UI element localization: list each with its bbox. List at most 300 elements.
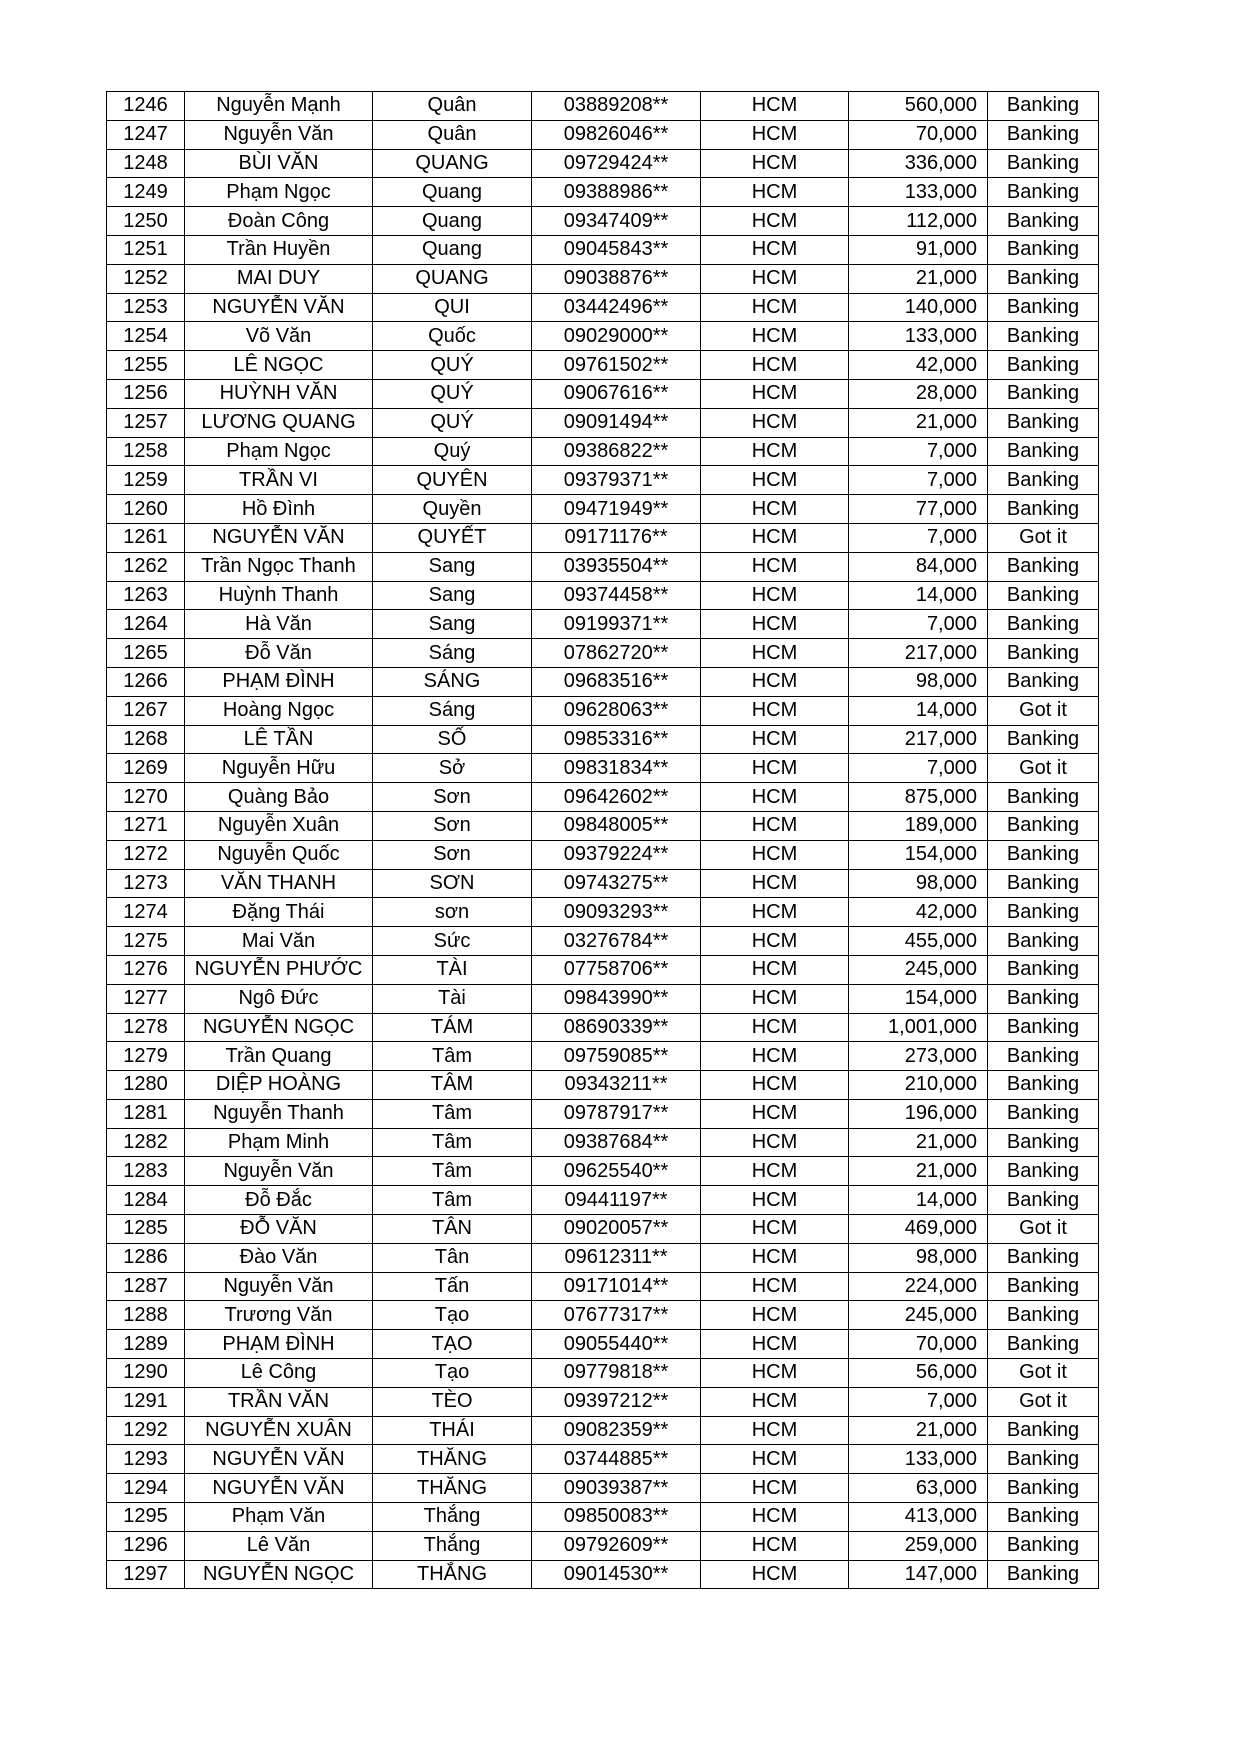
- cell-amount: 42,000: [849, 898, 988, 927]
- cell-phone-number: 09761502**: [532, 351, 701, 380]
- table-body: [107, 92, 1099, 1589]
- cell-payment-status: Banking: [988, 149, 1099, 178]
- cell-city: HCM: [701, 927, 849, 956]
- table-row: [107, 984, 1099, 1013]
- cell-first-name: Thắng: [373, 1531, 532, 1560]
- cell-city: HCM: [701, 1531, 849, 1560]
- table-row: [107, 92, 1099, 121]
- table-row: [107, 1560, 1099, 1589]
- cell-amount: 1,001,000: [849, 1013, 988, 1042]
- table-row: [107, 1503, 1099, 1532]
- cell-last-middle-name: Quàng Bảo: [185, 783, 373, 812]
- cell-city: HCM: [701, 235, 849, 264]
- cell-amount: 14,000: [849, 696, 988, 725]
- cell-city: HCM: [701, 783, 849, 812]
- cell-last-middle-name: Nguyễn Thanh: [185, 1099, 373, 1128]
- cell-city: HCM: [701, 1042, 849, 1071]
- cell-row-number: 1261: [107, 523, 185, 552]
- cell-city: HCM: [701, 178, 849, 207]
- cell-amount: 21,000: [849, 1128, 988, 1157]
- table-row: [107, 927, 1099, 956]
- cell-first-name: Tâm: [373, 1157, 532, 1186]
- table-row: [107, 1445, 1099, 1474]
- cell-first-name: Tân: [373, 1243, 532, 1272]
- table-row: [107, 754, 1099, 783]
- cell-first-name: Tạo: [373, 1301, 532, 1330]
- cell-phone-number: 09045843**: [532, 235, 701, 264]
- table-row: [107, 811, 1099, 840]
- cell-payment-status: Banking: [988, 1042, 1099, 1071]
- cell-phone-number: 09787917**: [532, 1099, 701, 1128]
- cell-phone-number: 09374458**: [532, 581, 701, 610]
- table-row: [107, 667, 1099, 696]
- cell-phone-number: 09082359**: [532, 1416, 701, 1445]
- cell-amount: 469,000: [849, 1215, 988, 1244]
- cell-city: HCM: [701, 1560, 849, 1589]
- cell-amount: 14,000: [849, 1186, 988, 1215]
- cell-row-number: 1281: [107, 1099, 185, 1128]
- cell-payment-status: Banking: [988, 1560, 1099, 1589]
- cell-row-number: 1274: [107, 898, 185, 927]
- table-row: [107, 955, 1099, 984]
- cell-row-number: 1251: [107, 235, 185, 264]
- cell-city: HCM: [701, 120, 849, 149]
- cell-first-name: Sơn: [373, 840, 532, 869]
- cell-payment-status: Banking: [988, 984, 1099, 1013]
- cell-city: HCM: [701, 1503, 849, 1532]
- cell-row-number: 1256: [107, 379, 185, 408]
- cell-city: HCM: [701, 466, 849, 495]
- cell-row-number: 1264: [107, 610, 185, 639]
- cell-phone-number: 09029000**: [532, 322, 701, 351]
- cell-row-number: 1265: [107, 639, 185, 668]
- cell-phone-number: 03276784**: [532, 927, 701, 956]
- cell-city: HCM: [701, 322, 849, 351]
- cell-first-name: QUI: [373, 293, 532, 322]
- cell-payment-status: Banking: [988, 1013, 1099, 1042]
- cell-last-middle-name: Đặng Thái: [185, 898, 373, 927]
- cell-amount: 560,000: [849, 92, 988, 121]
- table-row: [107, 437, 1099, 466]
- cell-payment-status: Banking: [988, 639, 1099, 668]
- table-row: [107, 783, 1099, 812]
- cell-last-middle-name: HUỲNH VĂN: [185, 379, 373, 408]
- cell-row-number: 1293: [107, 1445, 185, 1474]
- cell-amount: 56,000: [849, 1359, 988, 1388]
- cell-payment-status: Got it: [988, 523, 1099, 552]
- cell-amount: 28,000: [849, 379, 988, 408]
- cell-payment-status: Banking: [988, 1157, 1099, 1186]
- cell-phone-number: 09729424**: [532, 149, 701, 178]
- cell-first-name: Quân: [373, 92, 532, 121]
- cell-amount: 70,000: [849, 120, 988, 149]
- cell-row-number: 1288: [107, 1301, 185, 1330]
- cell-row-number: 1255: [107, 351, 185, 380]
- cell-payment-status: Banking: [988, 725, 1099, 754]
- cell-first-name: THÁI: [373, 1416, 532, 1445]
- cell-payment-status: Banking: [988, 840, 1099, 869]
- cell-payment-status: Banking: [988, 1445, 1099, 1474]
- cell-amount: 133,000: [849, 322, 988, 351]
- cell-city: HCM: [701, 1416, 849, 1445]
- table-row: [107, 1099, 1099, 1128]
- cell-payment-status: Banking: [988, 207, 1099, 236]
- table-row: [107, 322, 1099, 351]
- cell-phone-number: 09612311**: [532, 1243, 701, 1272]
- cell-payment-status: Banking: [988, 667, 1099, 696]
- cell-last-middle-name: Trương Văn: [185, 1301, 373, 1330]
- cell-last-middle-name: NGUYỄN NGỌC: [185, 1013, 373, 1042]
- cell-payment-status: Banking: [988, 293, 1099, 322]
- cell-phone-number: 03442496**: [532, 293, 701, 322]
- cell-first-name: TẠO: [373, 1330, 532, 1359]
- table-row: [107, 264, 1099, 293]
- cell-payment-status: Banking: [988, 811, 1099, 840]
- cell-city: HCM: [701, 293, 849, 322]
- cell-payment-status: Banking: [988, 495, 1099, 524]
- cell-payment-status: Banking: [988, 178, 1099, 207]
- cell-payment-status: Banking: [988, 408, 1099, 437]
- cell-row-number: 1248: [107, 149, 185, 178]
- cell-city: HCM: [701, 1099, 849, 1128]
- table-row: [107, 235, 1099, 264]
- cell-amount: 217,000: [849, 639, 988, 668]
- cell-row-number: 1246: [107, 92, 185, 121]
- cell-city: HCM: [701, 207, 849, 236]
- cell-last-middle-name: LƯƠNG QUANG: [185, 408, 373, 437]
- recipient-table: [106, 91, 1099, 1589]
- cell-amount: 84,000: [849, 552, 988, 581]
- cell-last-middle-name: Phạm Ngọc: [185, 437, 373, 466]
- cell-last-middle-name: NGUYỄN VĂN: [185, 1445, 373, 1474]
- cell-city: HCM: [701, 1128, 849, 1157]
- cell-phone-number: 09055440**: [532, 1330, 701, 1359]
- table-row: [107, 1387, 1099, 1416]
- cell-phone-number: 09779818**: [532, 1359, 701, 1388]
- cell-last-middle-name: Trần Ngọc Thanh: [185, 552, 373, 581]
- table-row: [107, 1531, 1099, 1560]
- cell-last-middle-name: TRẦN VI: [185, 466, 373, 495]
- cell-first-name: Sơn: [373, 811, 532, 840]
- cell-row-number: 1285: [107, 1215, 185, 1244]
- cell-city: HCM: [701, 955, 849, 984]
- cell-amount: 21,000: [849, 264, 988, 293]
- cell-city: HCM: [701, 1387, 849, 1416]
- cell-amount: 98,000: [849, 1243, 988, 1272]
- cell-amount: 217,000: [849, 725, 988, 754]
- cell-row-number: 1278: [107, 1013, 185, 1042]
- cell-last-middle-name: Đoàn Công: [185, 207, 373, 236]
- cell-phone-number: 09379371**: [532, 466, 701, 495]
- cell-first-name: QUÝ: [373, 351, 532, 380]
- cell-last-middle-name: Đỗ Văn: [185, 639, 373, 668]
- cell-city: HCM: [701, 1474, 849, 1503]
- table-row: [107, 1474, 1099, 1503]
- cell-last-middle-name: Nguyễn Xuân: [185, 811, 373, 840]
- cell-amount: 7,000: [849, 1387, 988, 1416]
- cell-first-name: Sang: [373, 610, 532, 639]
- table-row: [107, 351, 1099, 380]
- cell-phone-number: 09386822**: [532, 437, 701, 466]
- cell-first-name: QUANG: [373, 149, 532, 178]
- cell-last-middle-name: Hà Văn: [185, 610, 373, 639]
- cell-amount: 21,000: [849, 408, 988, 437]
- cell-last-middle-name: Trần Huyền: [185, 235, 373, 264]
- cell-last-middle-name: ĐỖ VĂN: [185, 1215, 373, 1244]
- cell-phone-number: 09343211**: [532, 1071, 701, 1100]
- cell-city: HCM: [701, 408, 849, 437]
- table-row: [107, 207, 1099, 236]
- cell-amount: 154,000: [849, 840, 988, 869]
- cell-last-middle-name: Hồ Đình: [185, 495, 373, 524]
- table-row: [107, 1359, 1099, 1388]
- table-row: [107, 379, 1099, 408]
- cell-phone-number: 09387684**: [532, 1128, 701, 1157]
- cell-phone-number: 09826046**: [532, 120, 701, 149]
- cell-city: HCM: [701, 1359, 849, 1388]
- cell-phone-number: 09379224**: [532, 840, 701, 869]
- cell-amount: 413,000: [849, 1503, 988, 1532]
- cell-first-name: Quyền: [373, 495, 532, 524]
- cell-first-name: QUÝ: [373, 408, 532, 437]
- cell-payment-status: Banking: [988, 1243, 1099, 1272]
- cell-city: HCM: [701, 610, 849, 639]
- cell-first-name: Quang: [373, 207, 532, 236]
- table-row: [107, 293, 1099, 322]
- cell-first-name: SÁNG: [373, 667, 532, 696]
- table-row: [107, 898, 1099, 927]
- cell-last-middle-name: VĂN THANH: [185, 869, 373, 898]
- cell-payment-status: Banking: [988, 1071, 1099, 1100]
- cell-amount: 14,000: [849, 581, 988, 610]
- cell-city: HCM: [701, 1301, 849, 1330]
- cell-row-number: 1282: [107, 1128, 185, 1157]
- cell-last-middle-name: NGUYỄN VĂN: [185, 1474, 373, 1503]
- cell-last-middle-name: NGUYỄN VĂN: [185, 523, 373, 552]
- cell-row-number: 1287: [107, 1272, 185, 1301]
- cell-payment-status: Banking: [988, 1416, 1099, 1445]
- cell-payment-status: Banking: [988, 898, 1099, 927]
- cell-payment-status: Banking: [988, 235, 1099, 264]
- cell-last-middle-name: MAI DUY: [185, 264, 373, 293]
- cell-amount: 21,000: [849, 1157, 988, 1186]
- cell-first-name: TÁM: [373, 1013, 532, 1042]
- cell-row-number: 1270: [107, 783, 185, 812]
- cell-last-middle-name: NGUYỄN VĂN: [185, 293, 373, 322]
- cell-row-number: 1262: [107, 552, 185, 581]
- cell-payment-status: Banking: [988, 466, 1099, 495]
- cell-payment-status: Banking: [988, 379, 1099, 408]
- cell-first-name: Tâm: [373, 1042, 532, 1071]
- table-row: [107, 1215, 1099, 1244]
- cell-city: HCM: [701, 523, 849, 552]
- cell-city: HCM: [701, 869, 849, 898]
- table-row: [107, 1186, 1099, 1215]
- cell-row-number: 1272: [107, 840, 185, 869]
- cell-first-name: Tâm: [373, 1186, 532, 1215]
- cell-amount: 210,000: [849, 1071, 988, 1100]
- cell-payment-status: Banking: [988, 92, 1099, 121]
- cell-amount: 42,000: [849, 351, 988, 380]
- cell-city: HCM: [701, 754, 849, 783]
- cell-amount: 224,000: [849, 1272, 988, 1301]
- cell-city: HCM: [701, 984, 849, 1013]
- cell-payment-status: Banking: [988, 1099, 1099, 1128]
- cell-first-name: SƠN: [373, 869, 532, 898]
- cell-row-number: 1267: [107, 696, 185, 725]
- cell-phone-number: 09759085**: [532, 1042, 701, 1071]
- table-row: [107, 408, 1099, 437]
- cell-row-number: 1297: [107, 1560, 185, 1589]
- cell-city: HCM: [701, 264, 849, 293]
- cell-first-name: Quốc: [373, 322, 532, 351]
- cell-payment-status: Banking: [988, 1474, 1099, 1503]
- table-row: [107, 1071, 1099, 1100]
- cell-phone-number: 09743275**: [532, 869, 701, 898]
- cell-phone-number: 09091494**: [532, 408, 701, 437]
- cell-row-number: 1290: [107, 1359, 185, 1388]
- cell-row-number: 1266: [107, 667, 185, 696]
- cell-payment-status: Banking: [988, 955, 1099, 984]
- table-row: [107, 1301, 1099, 1330]
- table-row: [107, 523, 1099, 552]
- cell-first-name: Thắng: [373, 1503, 532, 1532]
- cell-row-number: 1250: [107, 207, 185, 236]
- table-row: [107, 840, 1099, 869]
- cell-city: HCM: [701, 1330, 849, 1359]
- cell-last-middle-name: Trần Quang: [185, 1042, 373, 1071]
- cell-first-name: Sáng: [373, 639, 532, 668]
- cell-payment-status: Banking: [988, 1330, 1099, 1359]
- cell-phone-number: 09628063**: [532, 696, 701, 725]
- cell-city: HCM: [701, 1071, 849, 1100]
- table-row: [107, 1042, 1099, 1071]
- cell-payment-status: Banking: [988, 1272, 1099, 1301]
- cell-payment-status: Banking: [988, 1531, 1099, 1560]
- cell-row-number: 1284: [107, 1186, 185, 1215]
- cell-last-middle-name: Mai Văn: [185, 927, 373, 956]
- cell-phone-number: 08690339**: [532, 1013, 701, 1042]
- cell-city: HCM: [701, 552, 849, 581]
- table-row: [107, 1330, 1099, 1359]
- table-row: [107, 1243, 1099, 1272]
- cell-phone-number: 09014530**: [532, 1560, 701, 1589]
- cell-city: HCM: [701, 1445, 849, 1474]
- cell-amount: 7,000: [849, 437, 988, 466]
- cell-last-middle-name: Lê Công: [185, 1359, 373, 1388]
- cell-last-middle-name: Đỗ Đắc: [185, 1186, 373, 1215]
- cell-first-name: TÂM: [373, 1071, 532, 1100]
- table-row: [107, 178, 1099, 207]
- cell-first-name: TÈO: [373, 1387, 532, 1416]
- cell-payment-status: Got it: [988, 1215, 1099, 1244]
- cell-row-number: 1283: [107, 1157, 185, 1186]
- cell-payment-status: Banking: [988, 120, 1099, 149]
- cell-row-number: 1292: [107, 1416, 185, 1445]
- cell-amount: 273,000: [849, 1042, 988, 1071]
- cell-first-name: QUÝ: [373, 379, 532, 408]
- cell-first-name: Sáng: [373, 696, 532, 725]
- cell-amount: 189,000: [849, 811, 988, 840]
- cell-first-name: THĂNG: [373, 1474, 532, 1503]
- cell-phone-number: 03744885**: [532, 1445, 701, 1474]
- cell-first-name: Quang: [373, 235, 532, 264]
- cell-row-number: 1291: [107, 1387, 185, 1416]
- cell-first-name: Sơn: [373, 783, 532, 812]
- table-row: [107, 120, 1099, 149]
- cell-phone-number: 09093293**: [532, 898, 701, 927]
- cell-first-name: Sang: [373, 581, 532, 610]
- cell-amount: 455,000: [849, 927, 988, 956]
- cell-phone-number: 09347409**: [532, 207, 701, 236]
- cell-row-number: 1268: [107, 725, 185, 754]
- cell-last-middle-name: LÊ TẦN: [185, 725, 373, 754]
- cell-first-name: Sang: [373, 552, 532, 581]
- cell-first-name: Tâm: [373, 1099, 532, 1128]
- cell-amount: 140,000: [849, 293, 988, 322]
- cell-last-middle-name: NGUYỄN PHƯỚC: [185, 955, 373, 984]
- cell-last-middle-name: Nguyễn Văn: [185, 1157, 373, 1186]
- cell-payment-status: Banking: [988, 1503, 1099, 1532]
- cell-last-middle-name: NGUYỄN XUÂN: [185, 1416, 373, 1445]
- cell-phone-number: 09471949**: [532, 495, 701, 524]
- cell-city: HCM: [701, 1186, 849, 1215]
- cell-city: HCM: [701, 1013, 849, 1042]
- cell-row-number: 1257: [107, 408, 185, 437]
- cell-first-name: SỐ: [373, 725, 532, 754]
- table-row: [107, 581, 1099, 610]
- cell-row-number: 1247: [107, 120, 185, 149]
- cell-city: HCM: [701, 581, 849, 610]
- table-row: [107, 495, 1099, 524]
- cell-amount: 133,000: [849, 1445, 988, 1474]
- cell-last-middle-name: PHẠM ĐÌNH: [185, 1330, 373, 1359]
- cell-amount: 21,000: [849, 1416, 988, 1445]
- cell-amount: 154,000: [849, 984, 988, 1013]
- cell-payment-status: Got it: [988, 696, 1099, 725]
- cell-phone-number: 09642602**: [532, 783, 701, 812]
- cell-amount: 245,000: [849, 955, 988, 984]
- cell-payment-status: Banking: [988, 264, 1099, 293]
- cell-last-middle-name: Huỳnh Thanh: [185, 581, 373, 610]
- cell-amount: 7,000: [849, 523, 988, 552]
- cell-amount: 77,000: [849, 495, 988, 524]
- cell-payment-status: Banking: [988, 783, 1099, 812]
- cell-amount: 7,000: [849, 466, 988, 495]
- cell-phone-number: 09683516**: [532, 667, 701, 696]
- cell-first-name: Quân: [373, 120, 532, 149]
- table-row: [107, 869, 1099, 898]
- cell-phone-number: 09038876**: [532, 264, 701, 293]
- cell-phone-number: 09441197**: [532, 1186, 701, 1215]
- cell-first-name: Tấn: [373, 1272, 532, 1301]
- cell-row-number: 1263: [107, 581, 185, 610]
- table-row: [107, 725, 1099, 754]
- cell-last-middle-name: TRẦN VĂN: [185, 1387, 373, 1416]
- table-row: [107, 639, 1099, 668]
- table-row: [107, 1416, 1099, 1445]
- cell-first-name: QUYẾT: [373, 523, 532, 552]
- table-row: [107, 466, 1099, 495]
- cell-city: HCM: [701, 1272, 849, 1301]
- cell-payment-status: Got it: [988, 754, 1099, 783]
- cell-amount: 245,000: [849, 1301, 988, 1330]
- cell-row-number: 1294: [107, 1474, 185, 1503]
- cell-first-name: TÀI: [373, 955, 532, 984]
- cell-row-number: 1296: [107, 1531, 185, 1560]
- cell-first-name: Tạo: [373, 1359, 532, 1388]
- cell-phone-number: 09388986**: [532, 178, 701, 207]
